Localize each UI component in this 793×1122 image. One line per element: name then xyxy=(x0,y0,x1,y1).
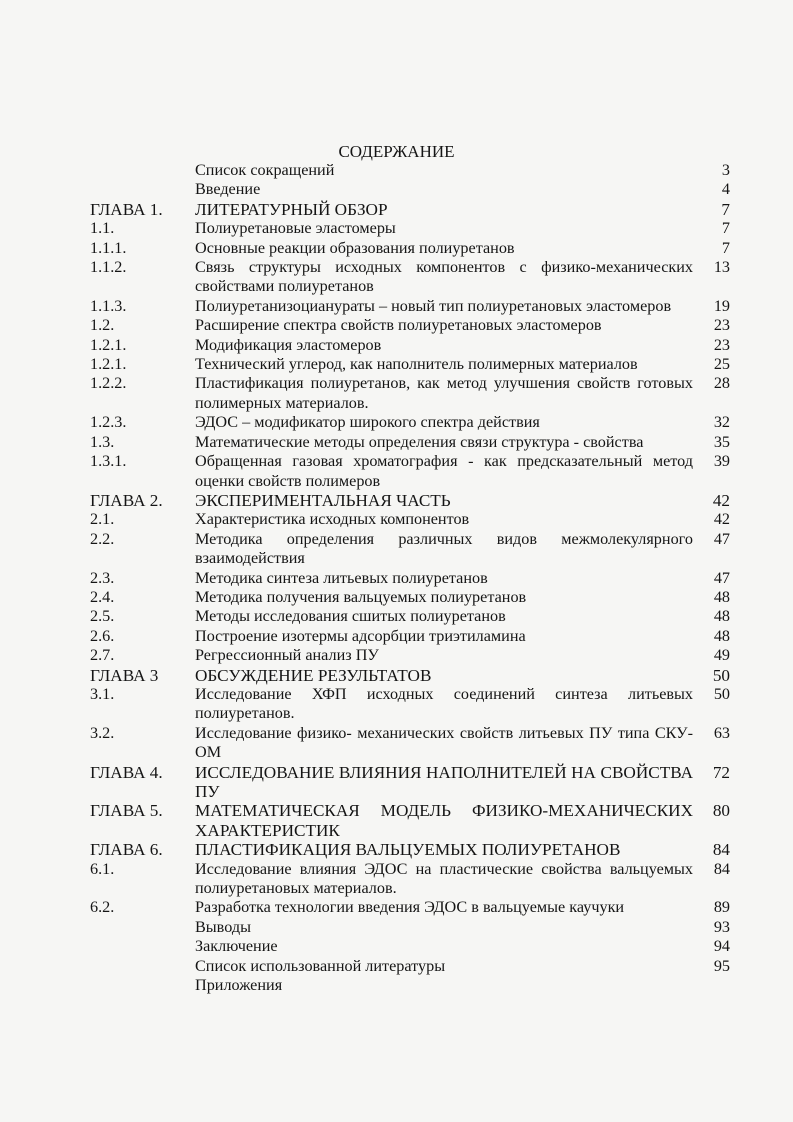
toc-entry-number: 1.2.1. xyxy=(90,355,127,374)
toc-entry xyxy=(90,860,730,899)
toc-entry-page: 48 xyxy=(713,626,730,645)
toc-entry-number: 2.6. xyxy=(90,626,115,645)
toc-entry xyxy=(90,898,730,917)
toc-entry-page: 32 xyxy=(713,413,730,432)
toc-entry-page: 80 xyxy=(712,801,730,821)
toc-chapter-entry xyxy=(90,200,730,219)
toc-entry-page: 23 xyxy=(713,316,730,335)
toc-entry-title: Характеристика исходных компонентов xyxy=(195,510,470,529)
toc-entry xyxy=(90,355,730,374)
toc-entry xyxy=(90,239,730,258)
toc-entry-title: Введение xyxy=(195,180,261,199)
toc-entry-number: ГЛАВА 3 xyxy=(90,665,159,685)
toc-entry-page: 19 xyxy=(713,296,730,315)
toc-entry-number: 1.2.3. xyxy=(90,413,127,432)
toc-entry-number: 1.1.2. xyxy=(90,258,127,277)
toc-chapter-entry xyxy=(90,840,730,859)
toc-title: СОДЕРЖАНИЕ xyxy=(338,142,455,161)
toc-entry-number: ГЛАВА 1. xyxy=(90,199,163,219)
toc-entry xyxy=(90,219,730,238)
toc-entry-page: 48 xyxy=(713,587,730,606)
toc-entry xyxy=(90,627,730,646)
toc-entry xyxy=(90,374,730,413)
toc-entry-title: Расширение спектра свойств полиуретановых эластомеров xyxy=(195,316,602,335)
toc-entry-title: Основные реакции образования полиуретанов xyxy=(195,238,515,257)
toc-entry-page: 4 xyxy=(721,180,730,199)
toc-entry xyxy=(90,937,730,956)
toc-entry xyxy=(90,957,730,976)
toc-entry xyxy=(90,161,730,180)
toc-entry-title: ОБСУЖДЕНИЕ РЕЗУЛЬТАТОВ xyxy=(195,665,432,685)
table-of-contents xyxy=(90,161,730,995)
toc-entry-page: 50 xyxy=(713,684,730,703)
toc-entry-title: Методы исследования сшитых полиуретанов xyxy=(195,607,506,626)
toc-entry xyxy=(90,316,730,335)
toc-entry xyxy=(90,569,730,588)
toc-entry-number: 2.5. xyxy=(90,607,115,626)
toc-entry-title: Выводы xyxy=(195,917,251,936)
toc-entry-title: Исследование физико- механических свойств литьевых ПУ типа СКУ-ОМ xyxy=(195,723,693,762)
toc-chapter-entry xyxy=(90,801,730,840)
toc-entry-title: ЛИТЕРАТУРНЫЙ ОБЗОР xyxy=(195,199,388,219)
toc-chapter-entry xyxy=(90,763,730,802)
toc-entry-number: 2.7. xyxy=(90,646,115,665)
toc-entry-page: 84 xyxy=(713,859,730,878)
toc-entry-page: 7 xyxy=(721,199,730,219)
toc-entry-title: Регрессионный анализ ПУ xyxy=(195,646,379,665)
toc-entry xyxy=(90,588,730,607)
toc-entry-page: 35 xyxy=(713,432,730,451)
toc-entry-page: 49 xyxy=(713,646,730,665)
toc-entry-number: 1.3.1. xyxy=(90,452,127,471)
toc-entry xyxy=(90,510,730,529)
toc-entry-page: 72 xyxy=(712,762,730,782)
toc-entry-title: ПЛАСТИФИКАЦИЯ ВАЛЬЦУЕМЫХ ПОЛИУРЕТАНОВ xyxy=(195,840,621,860)
toc-entry-number: 6.1. xyxy=(90,859,115,878)
toc-entry-title: Заключение xyxy=(195,937,278,956)
toc-entry-title: Модификация эластомеров xyxy=(195,335,382,354)
toc-entry-page: 63 xyxy=(713,723,730,742)
toc-entry-page: 47 xyxy=(713,529,730,548)
toc-entry-page: 94 xyxy=(713,937,730,956)
toc-entry-number xyxy=(90,976,195,995)
toc-entry-number: 2.1. xyxy=(90,510,115,529)
toc-entry-title: Разработка технологии введения ЭДОС в вальцуемые каучуки xyxy=(195,898,625,917)
toc-entry xyxy=(90,413,730,432)
toc-entry-page: 13 xyxy=(713,258,730,277)
toc-entry xyxy=(90,976,730,995)
toc-entry-title: Математические методы определения связи структура - свойства xyxy=(195,432,644,451)
toc-entry-title: Построение изотермы адсорбции триэтиламина xyxy=(195,626,526,645)
toc-entry-number: 1.2.2. xyxy=(90,374,127,393)
toc-entry xyxy=(90,530,730,569)
toc-entry-number: 1.2. xyxy=(90,316,115,335)
toc-entry xyxy=(90,607,730,626)
toc-entry-number: 2.2. xyxy=(90,529,115,548)
toc-entry-title: ЭКСПЕРИМЕНТАЛЬНАЯ ЧАСТЬ xyxy=(195,490,451,510)
toc-chapter-entry xyxy=(90,491,730,510)
toc-entry-title: Исследование ХФП исходных соединений синтеза литьевых полиуретанов. xyxy=(195,684,693,723)
toc-entry xyxy=(90,258,730,297)
toc-entry-title: ИССЛЕДОВАНИЕ ВЛИЯНИЯ НАПОЛНИТЕЛЕЙ НА СВОЙСТВА ПУ xyxy=(195,762,693,801)
toc-entry-title: Методика получения вальцуемых полиуретанов xyxy=(195,587,527,606)
toc-entry-page: 84 xyxy=(712,840,730,860)
toc-entry-page: 7 xyxy=(721,238,730,257)
toc-entry-page: 42 xyxy=(712,490,730,510)
toc-entry xyxy=(90,918,730,937)
toc-entry-page: 48 xyxy=(713,607,730,626)
toc-entry-title: Приложения xyxy=(195,976,283,995)
toc-entry-number: 1.1.1. xyxy=(90,238,127,257)
toc-entry-number xyxy=(90,937,195,956)
toc-entry-page: 93 xyxy=(713,917,730,936)
toc-entry-number: 3.1. xyxy=(90,684,115,703)
toc-entry-page: 23 xyxy=(713,335,730,354)
toc-entry xyxy=(90,433,730,452)
toc-entry-number: 1.2.1. xyxy=(90,335,127,354)
toc-entry-number: 2.4. xyxy=(90,587,115,606)
toc-entry-number: ГЛАВА 4. xyxy=(90,762,163,782)
toc-entry-title: Полиуретанизоциануpаты – новый тип полиуретановых эластомеров xyxy=(195,296,672,315)
toc-entry-number xyxy=(90,180,195,199)
toc-entry-page: 95 xyxy=(713,956,730,975)
toc-entry-page: 89 xyxy=(713,898,730,917)
toc-entry-title: ЭДОС – модификатор широкого спектра действия xyxy=(195,413,540,432)
toc-entry-page: 39 xyxy=(713,452,730,471)
toc-entry xyxy=(90,724,730,763)
toc-entry-title: Список использованной литературы xyxy=(195,956,446,975)
toc-entry-page: 42 xyxy=(713,510,730,529)
toc-entry-page xyxy=(693,976,730,995)
toc-entry-title: Пластификация полиуретанов, как метод улучшения свойств готовых полимерных материалов. xyxy=(195,374,693,412)
toc-entry-number: ГЛАВА 6. xyxy=(90,840,163,860)
toc-entry-page: 28 xyxy=(713,374,730,393)
toc-entry-title: МАТЕМАТИЧЕСКАЯ МОДЕЛЬ ФИЗИКО-МЕХАНИЧЕСКИХ ХАРАКТЕРИСТИК xyxy=(195,801,693,840)
toc-entry-title: Методика синтеза литьевых полиуретанов xyxy=(195,568,488,587)
toc-entry xyxy=(90,297,730,316)
toc-chapter-entry xyxy=(90,666,730,685)
toc-entry-title: Связь структуры исходных компонентов с физико-механических свойствами полиуретанов xyxy=(195,258,693,296)
toc-entry-number: 1.1.3. xyxy=(90,296,127,315)
toc-entry-number: ГЛАВА 5. xyxy=(90,801,163,821)
toc-entry-number: 1.1. xyxy=(90,219,115,238)
toc-entry-number: 2.3. xyxy=(90,568,115,587)
toc-entry-page: 25 xyxy=(713,355,730,374)
toc-entry-page: 47 xyxy=(713,568,730,587)
toc-entry-number: 6.2. xyxy=(90,898,115,917)
toc-entry-page: 50 xyxy=(712,665,730,685)
toc-entry xyxy=(90,646,730,665)
toc-entry-number: ГЛАВА 2. xyxy=(90,490,163,510)
toc-entry-page: 3 xyxy=(721,161,730,179)
toc-entry-title: Список сокращений xyxy=(195,161,335,179)
toc-entry xyxy=(90,336,730,355)
toc-entry xyxy=(90,180,730,199)
toc-entry-title: Полиуретановые эластомеры xyxy=(195,219,396,238)
toc-entry-number xyxy=(90,918,195,937)
toc-entry-number xyxy=(90,957,195,976)
toc-entry-title: Технический углерод, как наполнитель полимерных материалов xyxy=(195,355,638,374)
toc-entry-number: 3.2. xyxy=(90,723,115,742)
toc-entry-number xyxy=(90,161,195,180)
toc-entry-title: Исследование влияния ЭДОС на пластические свойства вальцуемых полиуретановых материалов. xyxy=(195,859,693,898)
toc-entry xyxy=(90,452,730,491)
toc-entry xyxy=(90,685,730,724)
toc-entry-title: Обращенная газовая хроматография - как предсказательный метод оценки свойств полимеров xyxy=(195,452,693,490)
toc-entry-title: Методика определения различных видов межмолекулярного взаимодействия xyxy=(195,529,693,568)
toc-entry-page: 7 xyxy=(721,219,730,238)
toc-entry-number: 1.3. xyxy=(90,432,115,451)
